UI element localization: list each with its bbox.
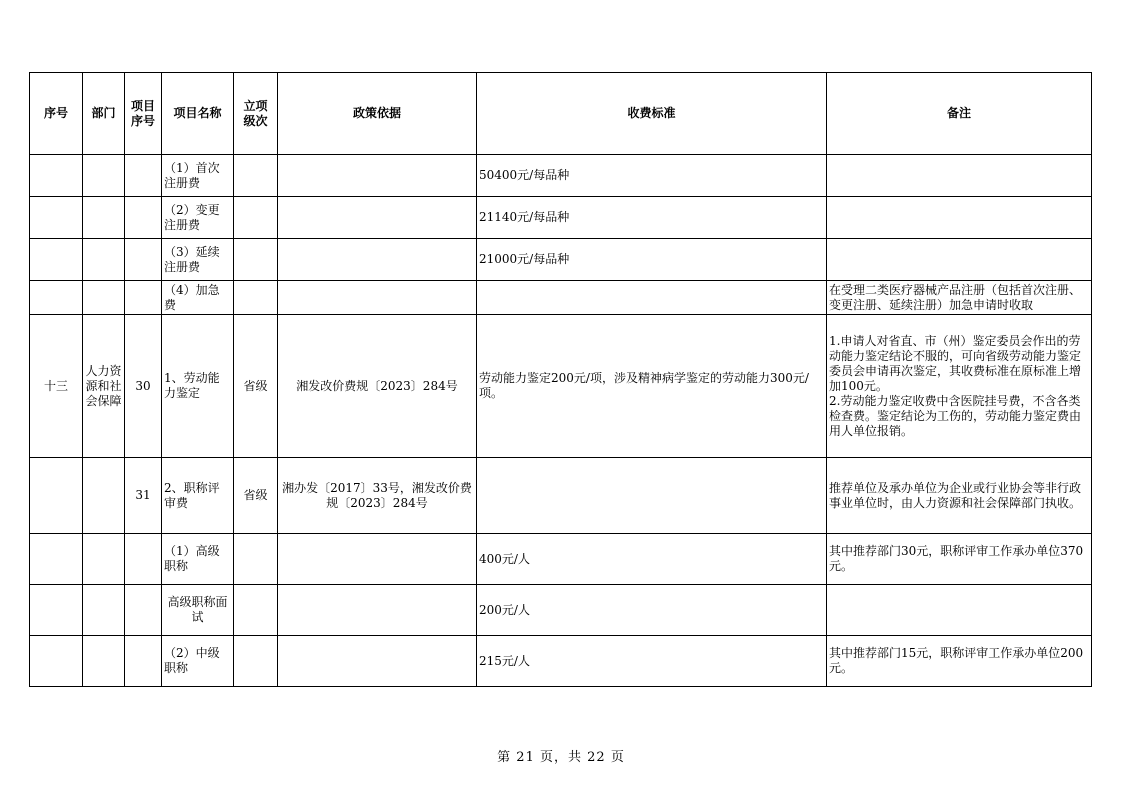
table-row bbox=[30, 585, 1092, 636]
cell-dept bbox=[83, 585, 125, 636]
cell-dept bbox=[83, 636, 125, 687]
cell-standard bbox=[477, 458, 827, 534]
header-seq: 序号 bbox=[30, 73, 83, 155]
table-row bbox=[30, 197, 1092, 239]
cell-policy bbox=[278, 636, 477, 687]
cell-item-seq bbox=[125, 197, 162, 239]
cell-remark bbox=[827, 155, 1092, 197]
cell-dept bbox=[83, 197, 125, 239]
header-remark: 备注 bbox=[827, 73, 1092, 155]
cell-standard: 215元/人 bbox=[477, 636, 827, 687]
cell-level bbox=[234, 281, 278, 315]
footer-total-pages: 22 bbox=[587, 750, 606, 765]
cell-level bbox=[234, 239, 278, 281]
footer-current-page: 21 bbox=[516, 750, 535, 765]
table-row bbox=[30, 281, 1092, 315]
cell-item-seq bbox=[125, 636, 162, 687]
footer-prefix: 第 bbox=[497, 750, 512, 765]
cell-seq bbox=[30, 239, 83, 281]
header-item-seq: 项目 序号 bbox=[125, 73, 162, 155]
cell-seq bbox=[30, 458, 83, 534]
cell-policy: 湘办发〔2017〕33号，湘发改价费规〔2023〕284号 bbox=[278, 458, 477, 534]
header-item-name: 项目名称 bbox=[162, 73, 234, 155]
cell-standard: 200元/人 bbox=[477, 585, 827, 636]
table-row bbox=[30, 239, 1092, 281]
table-row bbox=[30, 155, 1092, 197]
table-row bbox=[30, 636, 1092, 687]
footer-mid: 页，共 bbox=[539, 750, 582, 765]
cell-standard bbox=[477, 281, 827, 315]
cell-policy: 湘发改价费规〔2023〕284号 bbox=[278, 315, 477, 458]
cell-remark: 在受理二类医疗器械产品注册（包括首次注册、变更注册、延续注册）加急申请时收取 bbox=[827, 281, 1092, 315]
cell-standard: 21140元/每品种 bbox=[477, 197, 827, 239]
cell-standard: 21000元/每品种 bbox=[477, 239, 827, 281]
cell-seq bbox=[30, 534, 83, 585]
cell-level bbox=[234, 636, 278, 687]
cell-dept bbox=[83, 281, 125, 315]
cell-item-seq bbox=[125, 585, 162, 636]
header-policy: 政策依据 bbox=[278, 73, 477, 155]
cell-standard: 50400元/每品种 bbox=[477, 155, 827, 197]
cell-seq bbox=[30, 636, 83, 687]
cell-level bbox=[234, 197, 278, 239]
cell-item-name: （2）中级职称 bbox=[162, 636, 234, 687]
cell-item-name: 高级职称面试 bbox=[162, 585, 234, 636]
cell-level: 省级 bbox=[234, 458, 278, 534]
cell-item-seq bbox=[125, 155, 162, 197]
header-level: 立项 级次 bbox=[234, 73, 278, 155]
cell-item-name: 1、劳动能力鉴定 bbox=[162, 315, 234, 458]
cell-item-name: （2）变更注册费 bbox=[162, 197, 234, 239]
table-row bbox=[30, 534, 1092, 585]
page-footer bbox=[0, 746, 1122, 765]
cell-seq bbox=[30, 585, 83, 636]
cell-item-seq: 30 bbox=[125, 315, 162, 458]
cell-level: 省级 bbox=[234, 315, 278, 458]
cell-policy bbox=[278, 155, 477, 197]
cell-remark: 其中推荐部门15元，职称评审工作承办单位200元。 bbox=[827, 636, 1092, 687]
header-standard: 收费标准 bbox=[477, 73, 827, 155]
cell-item-seq bbox=[125, 281, 162, 315]
footer-suffix: 页 bbox=[610, 750, 625, 765]
table-row bbox=[30, 458, 1092, 534]
header-row bbox=[30, 73, 1092, 155]
cell-item-name: （3）延续注册费 bbox=[162, 239, 234, 281]
cell-seq bbox=[30, 281, 83, 315]
cell-policy bbox=[278, 281, 477, 315]
cell-item-name: （1）高级职称 bbox=[162, 534, 234, 585]
cell-seq bbox=[30, 155, 83, 197]
cell-dept bbox=[83, 534, 125, 585]
cell-item-name: （4）加急费 bbox=[162, 281, 234, 315]
cell-policy bbox=[278, 534, 477, 585]
cell-seq bbox=[30, 197, 83, 239]
cell-standard: 劳动能力鉴定200元/项，涉及精神病学鉴定的劳动能力300元/项。 bbox=[477, 315, 827, 458]
cell-remark bbox=[827, 585, 1092, 636]
cell-item-name: 2、职称评审费 bbox=[162, 458, 234, 534]
cell-item-seq: 31 bbox=[125, 458, 162, 534]
header-dept: 部门 bbox=[83, 73, 125, 155]
cell-policy bbox=[278, 197, 477, 239]
fee-table bbox=[29, 72, 1092, 687]
table-row bbox=[30, 315, 1092, 458]
cell-dept bbox=[83, 155, 125, 197]
cell-remark: 1.申请人对省直、市（州）鉴定委员会作出的劳动能力鉴定结论不服的，可向省级劳动能力鉴定委员会申请再次鉴定，其收费标准在原标准上增加100元。 2.劳动能力鉴定收费中含医院挂号费，不含各类检查费。鉴定结论为工伤的，劳动能力鉴定费由用人单位报销。 bbox=[827, 315, 1092, 458]
cell-remark: 其中推荐部门30元，职称评审工作承办单位370元。 bbox=[827, 534, 1092, 585]
cell-remark bbox=[827, 239, 1092, 281]
cell-policy bbox=[278, 239, 477, 281]
cell-policy bbox=[278, 585, 477, 636]
cell-item-seq bbox=[125, 534, 162, 585]
cell-dept bbox=[83, 239, 125, 281]
cell-item-name: （1）首次注册费 bbox=[162, 155, 234, 197]
cell-level bbox=[234, 585, 278, 636]
cell-remark bbox=[827, 197, 1092, 239]
cell-item-seq bbox=[125, 239, 162, 281]
cell-dept bbox=[83, 458, 125, 534]
cell-remark: 推荐单位及承办单位为企业或行业协会等非行政事业单位时，由人力资源和社会保障部门执收。 bbox=[827, 458, 1092, 534]
cell-dept: 人力资源和社会保障 bbox=[83, 315, 125, 458]
cell-seq: 十三 bbox=[30, 315, 83, 458]
cell-standard: 400元/人 bbox=[477, 534, 827, 585]
cell-level bbox=[234, 155, 278, 197]
cell-level bbox=[234, 534, 278, 585]
